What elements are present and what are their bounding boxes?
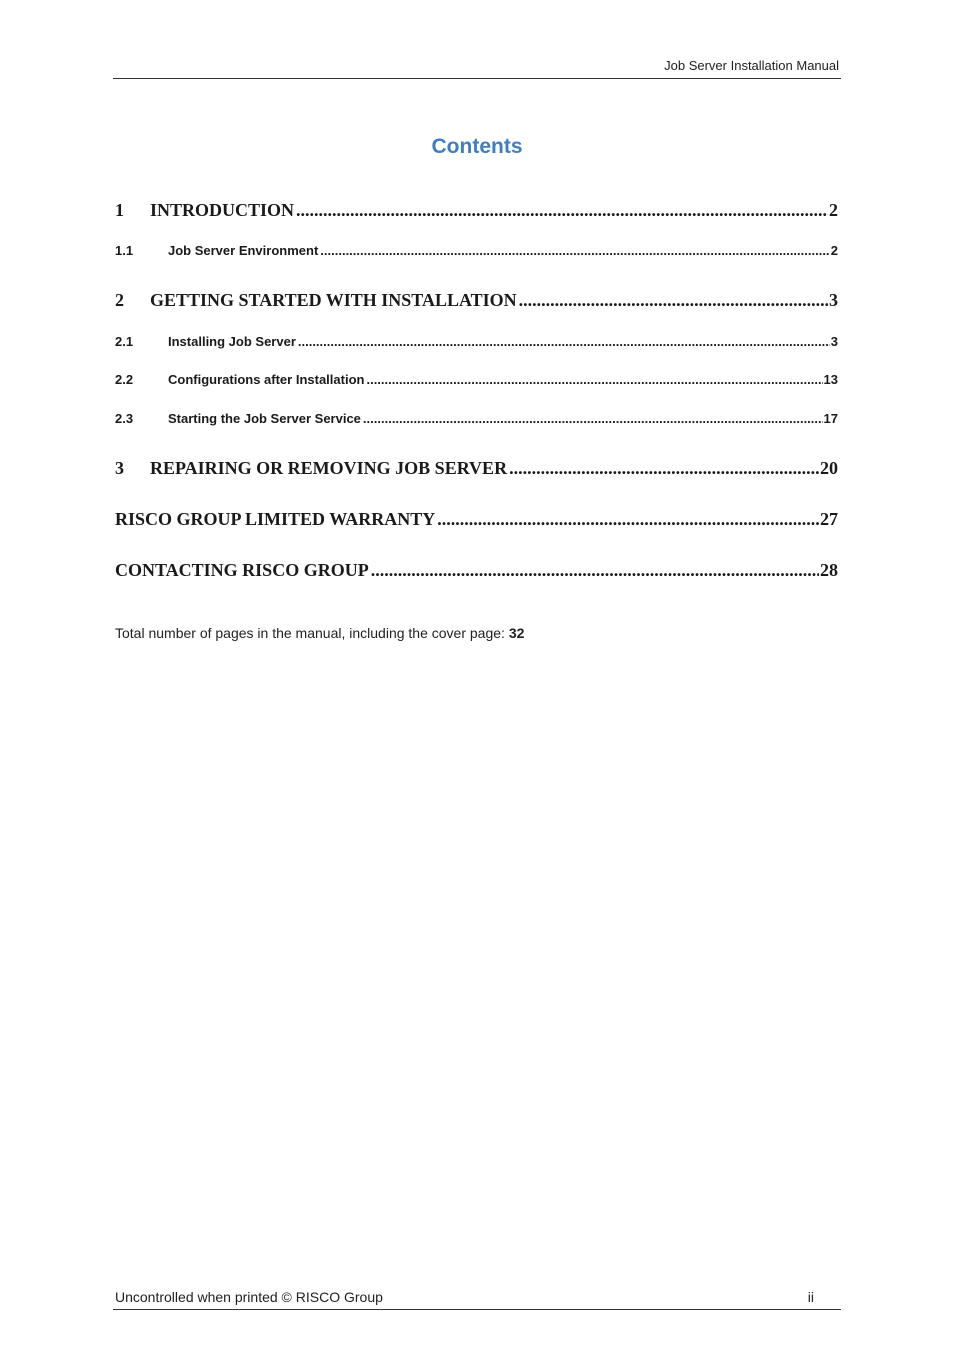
toc-leader-dots xyxy=(437,509,819,530)
toc-entry-warranty[interactable] xyxy=(115,509,838,530)
toc-entry-label: RISCO GROUP LIMITED WARRANTY xyxy=(115,509,436,529)
toc-entry-configurations[interactable] xyxy=(115,372,838,387)
toc-entry-page: 2 xyxy=(830,243,838,258)
toc-leader-dots xyxy=(366,372,822,387)
toc-entry-page: 28 xyxy=(820,560,838,580)
toc-leader-dots xyxy=(298,334,830,349)
header-title: Job Server Installation Manual xyxy=(664,58,839,73)
toc-leader-dots xyxy=(296,200,828,221)
toc-entry-page: 27 xyxy=(820,509,838,529)
toc-entry-repairing[interactable] xyxy=(115,458,838,479)
toc-leader-dots xyxy=(509,458,819,479)
total-pages-value: 32 xyxy=(508,625,525,641)
toc-entry-number: 1 xyxy=(115,200,124,220)
toc-entry-page: 17 xyxy=(823,411,838,426)
page-footer xyxy=(113,1288,841,1310)
toc-entry-page: 13 xyxy=(823,372,838,387)
toc-entry-number: 2 xyxy=(115,290,124,310)
toc-entry-label: REPAIRING OR REMOVING JOB SERVER xyxy=(150,458,508,478)
toc-entry-job-server-environment[interactable] xyxy=(115,243,838,258)
toc-entry-number: 3 xyxy=(115,458,124,478)
footer-copyright: Uncontrolled when printed © RISCO Group xyxy=(115,1289,383,1305)
toc-entry-number: 1.1 xyxy=(115,243,134,258)
toc-entry-page: 3 xyxy=(829,290,838,310)
toc-entry-introduction[interactable] xyxy=(115,200,838,221)
page-header xyxy=(113,58,841,79)
toc-entry-label: GETTING STARTED WITH INSTALLATION xyxy=(150,290,517,310)
toc-entry-number: 2.1 xyxy=(115,334,134,349)
toc-entry-label: CONTACTING RISCO GROUP xyxy=(115,560,369,580)
toc-entry-page: 20 xyxy=(820,458,838,478)
toc-entry-starting-service[interactable] xyxy=(115,411,838,426)
toc-entry-installing-job-server[interactable] xyxy=(115,334,838,349)
toc-entry-label: Starting the Job Server Service xyxy=(168,411,361,426)
toc-leader-dots xyxy=(519,290,828,311)
total-pages-note xyxy=(115,625,524,641)
toc-leader-dots xyxy=(371,560,819,581)
toc-leader-dots xyxy=(320,243,829,258)
toc-entry-label: Installing Job Server xyxy=(168,334,296,349)
toc-entry-contacting[interactable] xyxy=(115,560,838,581)
footer-page-number: ii xyxy=(807,1289,814,1305)
toc-entry-page: 3 xyxy=(830,334,838,349)
toc-entry-getting-started[interactable] xyxy=(115,290,838,311)
toc-entry-label: Configurations after Installation xyxy=(168,372,365,387)
toc-entry-number: 2.2 xyxy=(115,372,134,387)
toc-entry-label: Job Server Environment xyxy=(168,243,319,258)
toc-entry-number: 2.3 xyxy=(115,411,134,426)
toc-entry-label: INTRODUCTION xyxy=(150,200,295,220)
total-pages-text: Total number of pages in the manual, including the cover page: xyxy=(115,625,505,641)
toc-entry-page: 2 xyxy=(829,200,838,220)
toc-leader-dots xyxy=(363,411,823,426)
toc-title: Contents xyxy=(431,135,523,158)
